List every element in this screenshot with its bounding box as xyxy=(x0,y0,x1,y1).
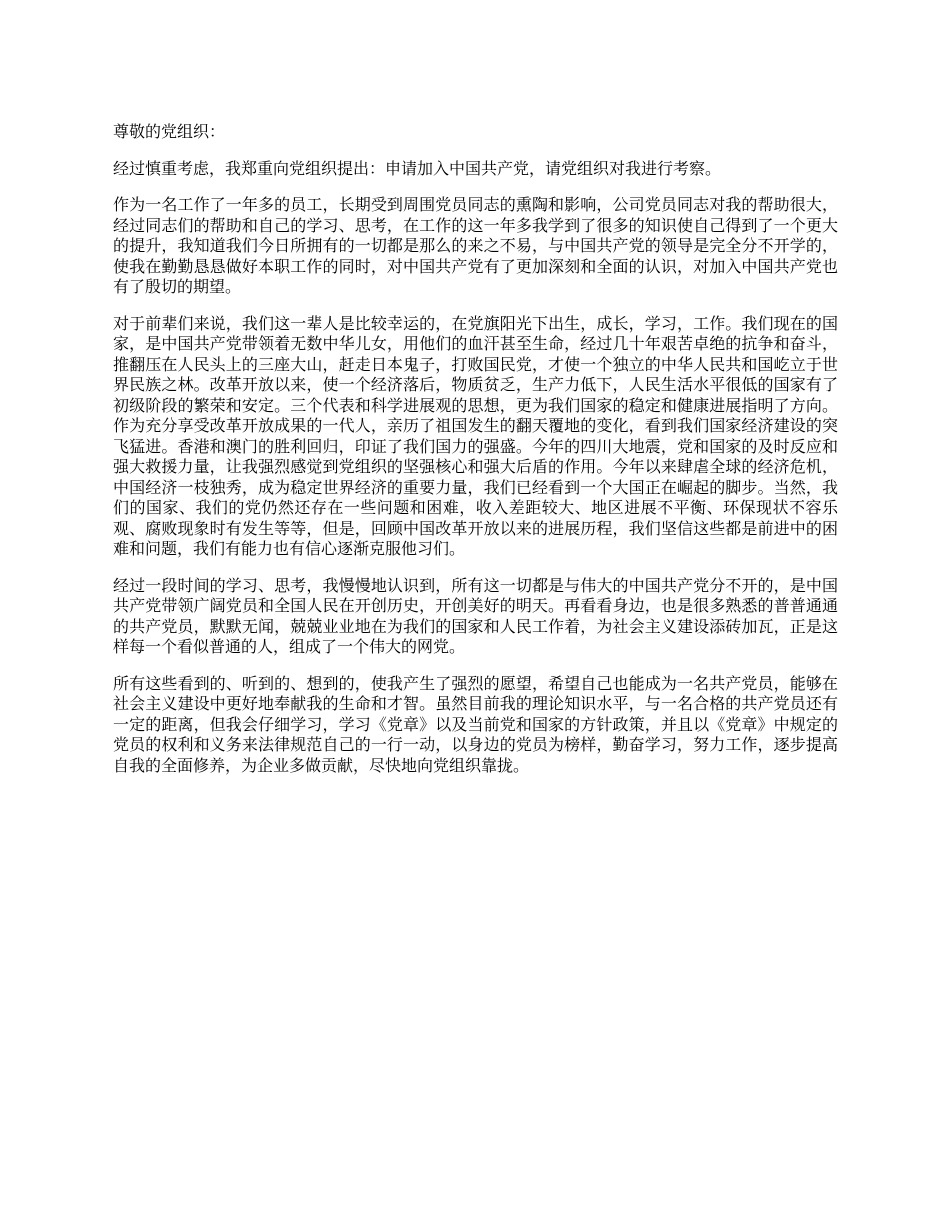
letter-paragraph-1: 经过慎重考虑，我郑重向党组织提出：申请加入中国共产党，请党组织对我进行考察。 xyxy=(113,158,722,178)
letter-paragraph-4: 经过一段时间的学习、思考，我慢慢地认识到，所有这一切都是与伟大的中国共产党分不开的，是中国共产党带领广阔党员和全国人民在开创历史，开创美好的明天。再看看身边，也是很多熟悉的普普通通的共产党员，默默无闻，兢兢业业地在为我们的国家和人民工作着，为社会主义建设添砖加瓦，正是这样每一个看似普通的人，组成了一个伟大的网党。 xyxy=(113,575,838,656)
letter-salutation: 尊敬的党组织： xyxy=(113,122,226,141)
letter-paragraph-5: 所有这些看到的、听到的、想到的，使我产生了强烈的愿望，希望自己也能成为一名共产党员，能够在社会主义建设中更好地奉献我的生命和才智。虽然目前我的理论知识水平，与一名合格的共产党员还有一定的距离，但我会仔细学习，学习《党章》以及当前党和国家的方针政策，并且以《党章》中规定的党员的权利和义务来法律规范自己的一行一动，以身边的党员为榜样，勤奋学习，努力工作，逐步提高自我的全面修养，为企业多做贡献，尽快地向党组织靠拢。 xyxy=(113,673,838,775)
letter-paragraph-3: 对于前辈们来说，我们这一辈人是比较幸运的，在党旗阳光下出生，成长，学习，工作。我们现在的国家，是中国共产党带领着无数中华儿女，用他们的血汗甚至生命，经过几十年艰苦卓绝的抗争和奋斗，推翻压在人民头上的三座大山，赶走日本鬼子，打败国民党，才使一个独立的中华人民共和国屹立于世界民族之林。改革开放以来，使一个经济落后，物质贫乏，生产力低下，人民生活水平很低的国家有了初级阶段的繁荣和安定。三个代表和科学进展观的思想，更为我们国家的稳定和健康进展指明了方向。作为充分享受改革开放成果的一代人，亲历了祖国发生的翻天覆地的变化，看到我们国家经济建设的突飞猛进。香港和澳门的胜利回归，印证了我们国力的强盛。今年的四川大地震，党和国家的及时反应和强大救援力量，让我强烈感觉到党组织的坚强核心和强大后盾的作用。今年以来肆虐全球的经济危机，中国经济一枝独秀，成为稳定世界经济的重要力量，我们已经看到一个大国正在崛起的脚步。当然，我们的国家、我们的党仍然还存在一些问题和困难，收入差距较大、地区进展不平衡、环保现状不容乐观、腐败现象时有发生等等，但是，回顾中国改革开放以来的进展历程，我们坚信这些都是前进中的困难和问题，我们有能力也有信心逐渐克服他习们。 xyxy=(113,313,838,558)
letter-body xyxy=(113,122,838,792)
letter-paragraph-2: 作为一名工作了一年多的员工，长期受到周围党员同志的熏陶和影响，公司党员同志对我的帮助很大，经过同志们的帮助和自己的学习、思考，在工作的这一年多我学到了很多的知识使自己得到了一个更大的提升，我知道我们今日所拥有的一切都是那么的来之不易，与中国共产党的领导是完全分不开学的，使我在勤勤恳恳做好本职工作的同时，对中国共产党有了更加深刻和全面的认识，对加入中国共产党也有了殷切的期望。 xyxy=(113,195,838,296)
